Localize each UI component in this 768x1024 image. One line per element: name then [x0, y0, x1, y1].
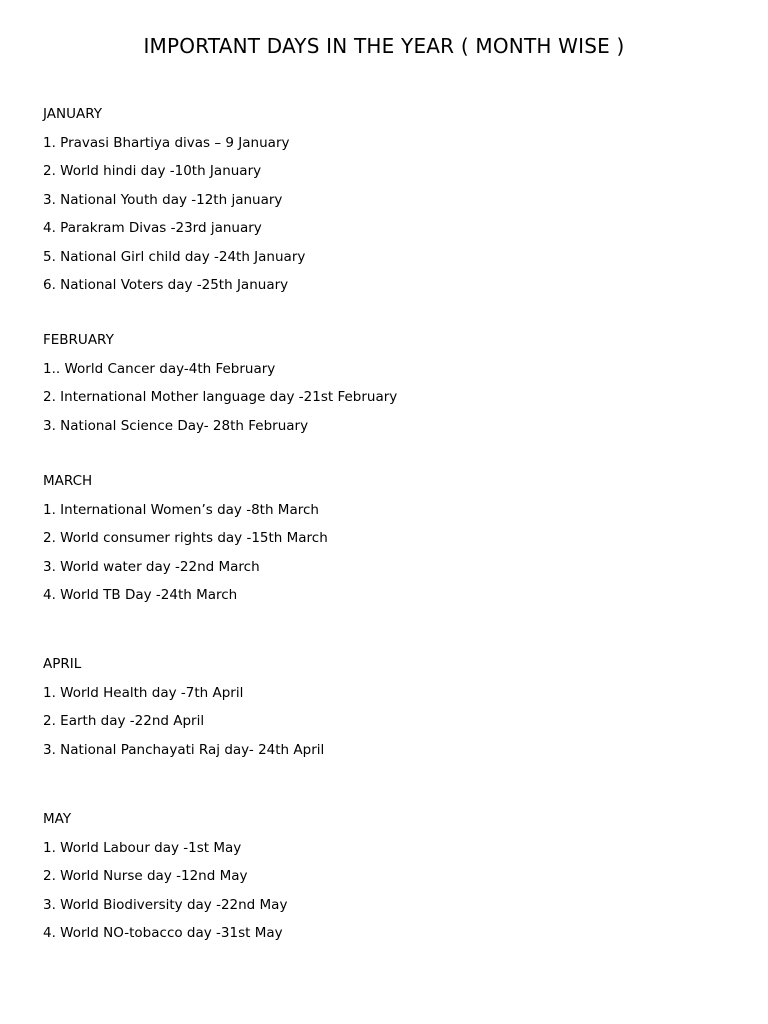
month-heading: MAY	[43, 811, 72, 827]
page-title: IMPORTANT DAYS IN THE YEAR ( MONTH WISE )	[143, 34, 625, 58]
list-item: 6. National Voters day -25th January	[43, 277, 289, 293]
month-heading: JANUARY	[43, 106, 102, 122]
list-item: 2. Earth day -22nd April	[43, 713, 205, 729]
month-heading: APRIL	[43, 656, 82, 672]
month-march	[43, 471, 723, 614]
month-heading: MARCH	[43, 473, 93, 489]
day-list	[43, 500, 723, 614]
list-item: 1. Pravasi Bhartiya divas – 9 January	[43, 134, 290, 151]
list-item: 3. World Biodiversity day -22nd May	[43, 896, 288, 913]
list-item: 4. Parakram Divas -23rd january	[43, 220, 262, 236]
list-item: 1.. World Cancer day-4th February	[43, 360, 276, 377]
list-item: 2. International Mother language day -21st February	[43, 389, 398, 405]
list-item: 3. National Youth day -12th january	[43, 191, 283, 208]
month-april	[43, 654, 723, 768]
list-item: 3. World water day -22nd March	[43, 558, 260, 575]
month-may	[43, 809, 723, 952]
day-list	[43, 133, 723, 304]
list-item: 3. National Panchayati Raj day- 24th April	[43, 741, 325, 758]
list-item: 2. World consumer rights day -15th March	[43, 530, 328, 546]
list-item: 5. National Girl child day -24th January	[43, 248, 306, 265]
list-item: 4. World TB Day -24th March	[43, 587, 238, 603]
month-heading: FEBRUARY	[43, 332, 114, 348]
list-item: 1. World Labour day -1st May	[43, 839, 242, 856]
list-item: 2. World hindi day -10th January	[43, 163, 262, 179]
list-item: 3. National Science Day- 28th February	[43, 417, 309, 434]
day-list	[43, 683, 723, 769]
month-february	[43, 330, 723, 444]
day-list	[43, 359, 723, 445]
day-list	[43, 838, 723, 952]
list-item: 2. World Nurse day -12nd May	[43, 868, 248, 884]
list-item: 4. World NO-tobacco day -31st May	[43, 925, 283, 941]
list-item: 1. International Women’s day -8th March	[43, 501, 319, 518]
month-january	[43, 104, 723, 304]
list-item: 1. World Health day -7th April	[43, 684, 244, 701]
